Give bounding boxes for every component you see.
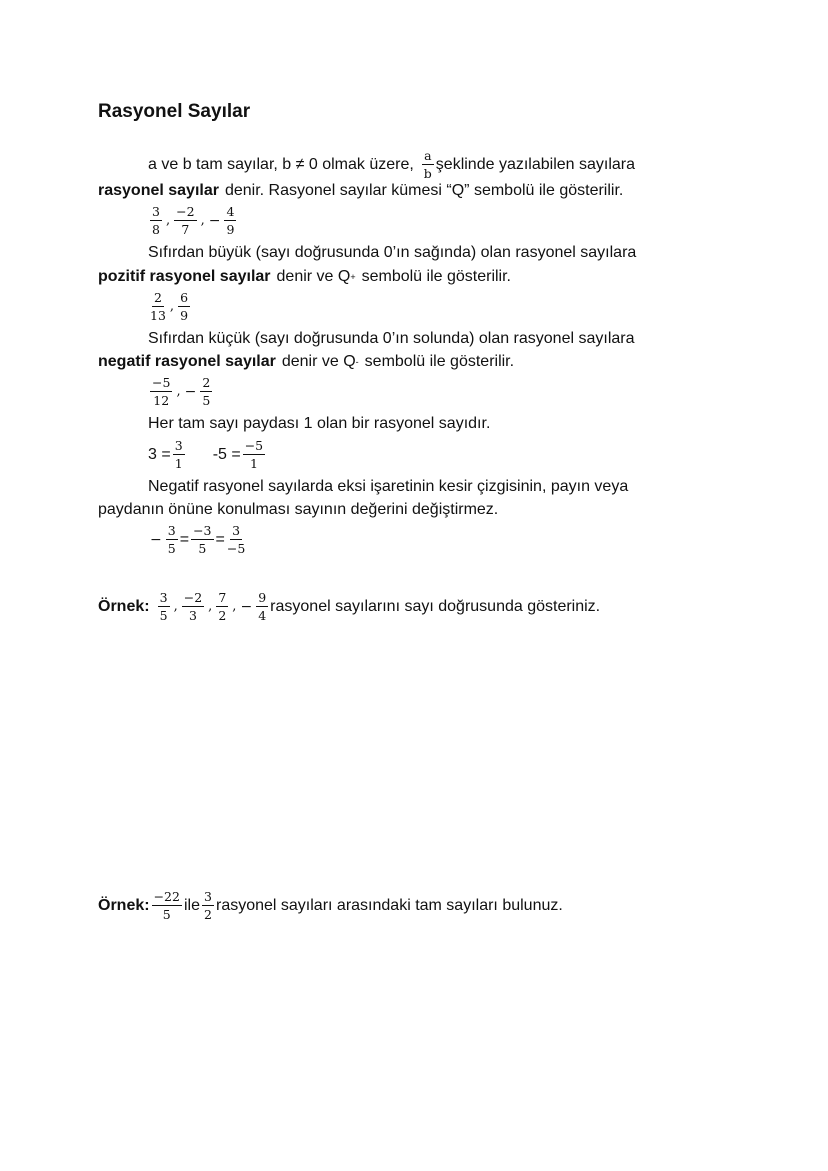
- numerator: 7: [216, 590, 228, 607]
- superscript: -: [355, 357, 359, 367]
- equals: =: [179, 530, 190, 548]
- numerator: −3: [193, 523, 212, 538]
- minus-sign: −: [240, 598, 253, 615]
- text: şeklinde yazılabilen sayılara: [435, 155, 636, 173]
- positive-line-1: Sıfırdan büyük (sayı doğrusunda 0’ın sağında) olan rasyonel sayılara: [148, 244, 637, 261]
- example-label: Örnek:: [98, 597, 150, 615]
- fraction: [150, 204, 162, 237]
- denominator: b: [423, 166, 432, 181]
- minus-sign: −: [184, 383, 197, 400]
- numerator: 3: [173, 438, 185, 455]
- denominator: 2: [204, 907, 212, 922]
- numerator: −5: [152, 375, 171, 390]
- numerator: 3: [166, 523, 178, 540]
- numerator: 4: [224, 204, 236, 221]
- fraction: [150, 290, 166, 323]
- fraction: [256, 590, 268, 623]
- denominator: 1: [249, 456, 258, 471]
- denominator: 2: [218, 608, 227, 623]
- positive-line-2: [98, 267, 511, 287]
- denominator: 5: [159, 608, 168, 623]
- denominator: 4: [258, 608, 267, 623]
- numerator: 9: [256, 590, 268, 607]
- denominator: 1: [174, 456, 183, 471]
- numerator: −2: [183, 590, 203, 605]
- numerator: −22: [153, 889, 180, 904]
- fraction: [200, 375, 212, 408]
- integer-statement: Her tam sayı paydası 1 olan bir rasyonel sayıdır.: [148, 415, 491, 432]
- example-fractions-3: [148, 375, 214, 408]
- denominator: −5: [226, 541, 246, 556]
- denominator: 9: [226, 222, 235, 237]
- fraction: [150, 375, 172, 408]
- fraction: [158, 590, 170, 623]
- superscript: +: [350, 272, 356, 282]
- numerator: 3: [230, 523, 242, 540]
- example-fractions-1: [148, 204, 238, 237]
- example-fractions-2: [148, 290, 192, 323]
- equals: =: [215, 530, 225, 548]
- fraction: [182, 590, 204, 623]
- definition-line-2: [98, 181, 623, 201]
- minus-sign: −: [150, 531, 162, 548]
- example-label: Örnek:: [98, 896, 150, 914]
- fraction: [243, 438, 265, 471]
- bold-term: pozitif rasyonel sayılar: [98, 268, 271, 285]
- example-1: [98, 590, 600, 623]
- example-2: [98, 889, 563, 922]
- definition-line-1: [148, 148, 635, 181]
- minus-sign: −: [208, 212, 221, 229]
- text: a ve b tam sayılar, b ≠ 0 olmak üzere,: [148, 155, 414, 173]
- text: -5 =: [212, 445, 241, 463]
- text: sembolü ile gösterilir.: [361, 268, 511, 285]
- fraction: [202, 889, 214, 922]
- fraction: [166, 523, 178, 556]
- text: denir. Rasyonel sayılar kümesi “Q” sembolü ile gösterilir.: [224, 182, 624, 199]
- numerator: 6: [178, 290, 190, 307]
- comma: ,: [173, 598, 178, 614]
- numerator: a: [422, 148, 434, 165]
- fraction: [174, 204, 196, 237]
- integer-examples: [148, 438, 267, 471]
- page-title: Rasyonel Sayılar: [98, 101, 251, 122]
- bold-term: rasyonel sayılar: [98, 182, 219, 199]
- numerator: −2: [176, 204, 195, 219]
- denominator: 7: [181, 222, 190, 237]
- text: denir ve Q: [281, 353, 356, 370]
- fraction: [216, 590, 228, 623]
- fraction: [191, 523, 213, 556]
- numerator: −5: [244, 438, 264, 453]
- comma: ,: [232, 598, 237, 614]
- numerator: 3: [202, 889, 214, 906]
- numerator: 3: [158, 590, 170, 607]
- sign-rule-line-2: paydanın önüne konulması sayının değerini değiştirmez.: [98, 501, 499, 518]
- bold-term: negatif rasyonel sayılar: [98, 353, 276, 370]
- fraction-a-b: [422, 148, 434, 181]
- sign-rule-line-1: Negatif rasyonel sayılarda eksi işaretinin kesir çizgisinin, payın veya: [148, 478, 629, 495]
- fraction: [178, 290, 190, 323]
- comma: ,: [166, 212, 171, 228]
- text: rasyonel sayıları arasındaki tam sayıları bulunuz.: [215, 896, 563, 914]
- denominator: 3: [188, 608, 197, 623]
- sign-rule-example: [148, 523, 247, 556]
- comma: ,: [208, 598, 213, 614]
- text: denir ve Q: [276, 268, 351, 285]
- fraction: [152, 889, 182, 922]
- fraction: [173, 438, 185, 471]
- denominator: 9: [180, 308, 189, 323]
- denominator: 5: [162, 907, 171, 922]
- text: rasyonel sayılarını sayı doğrusunda gösteriniz.: [270, 597, 601, 615]
- negative-line-2: [98, 352, 514, 372]
- denominator: 5: [198, 541, 207, 556]
- comma: ,: [169, 298, 175, 314]
- negative-line-1: Sıfırdan küçük (sayı doğrusunda 0’ın solunda) olan rasyonel sayılara: [148, 330, 635, 347]
- text: 3 =: [148, 445, 171, 463]
- denominator: 8: [152, 222, 160, 237]
- text: ile: [183, 896, 200, 914]
- numerator: 2: [200, 375, 212, 392]
- denominator: 12: [153, 393, 170, 408]
- numerator: 2: [152, 290, 164, 307]
- denominator: 5: [167, 541, 176, 556]
- fraction: [227, 523, 245, 556]
- numerator: 3: [150, 204, 162, 221]
- text: sembolü ile gösterilir.: [364, 353, 515, 370]
- comma: ,: [176, 383, 181, 399]
- denominator: 13: [150, 308, 166, 323]
- fraction: [224, 204, 236, 237]
- denominator: 5: [202, 393, 211, 408]
- comma: ,: [200, 212, 205, 228]
